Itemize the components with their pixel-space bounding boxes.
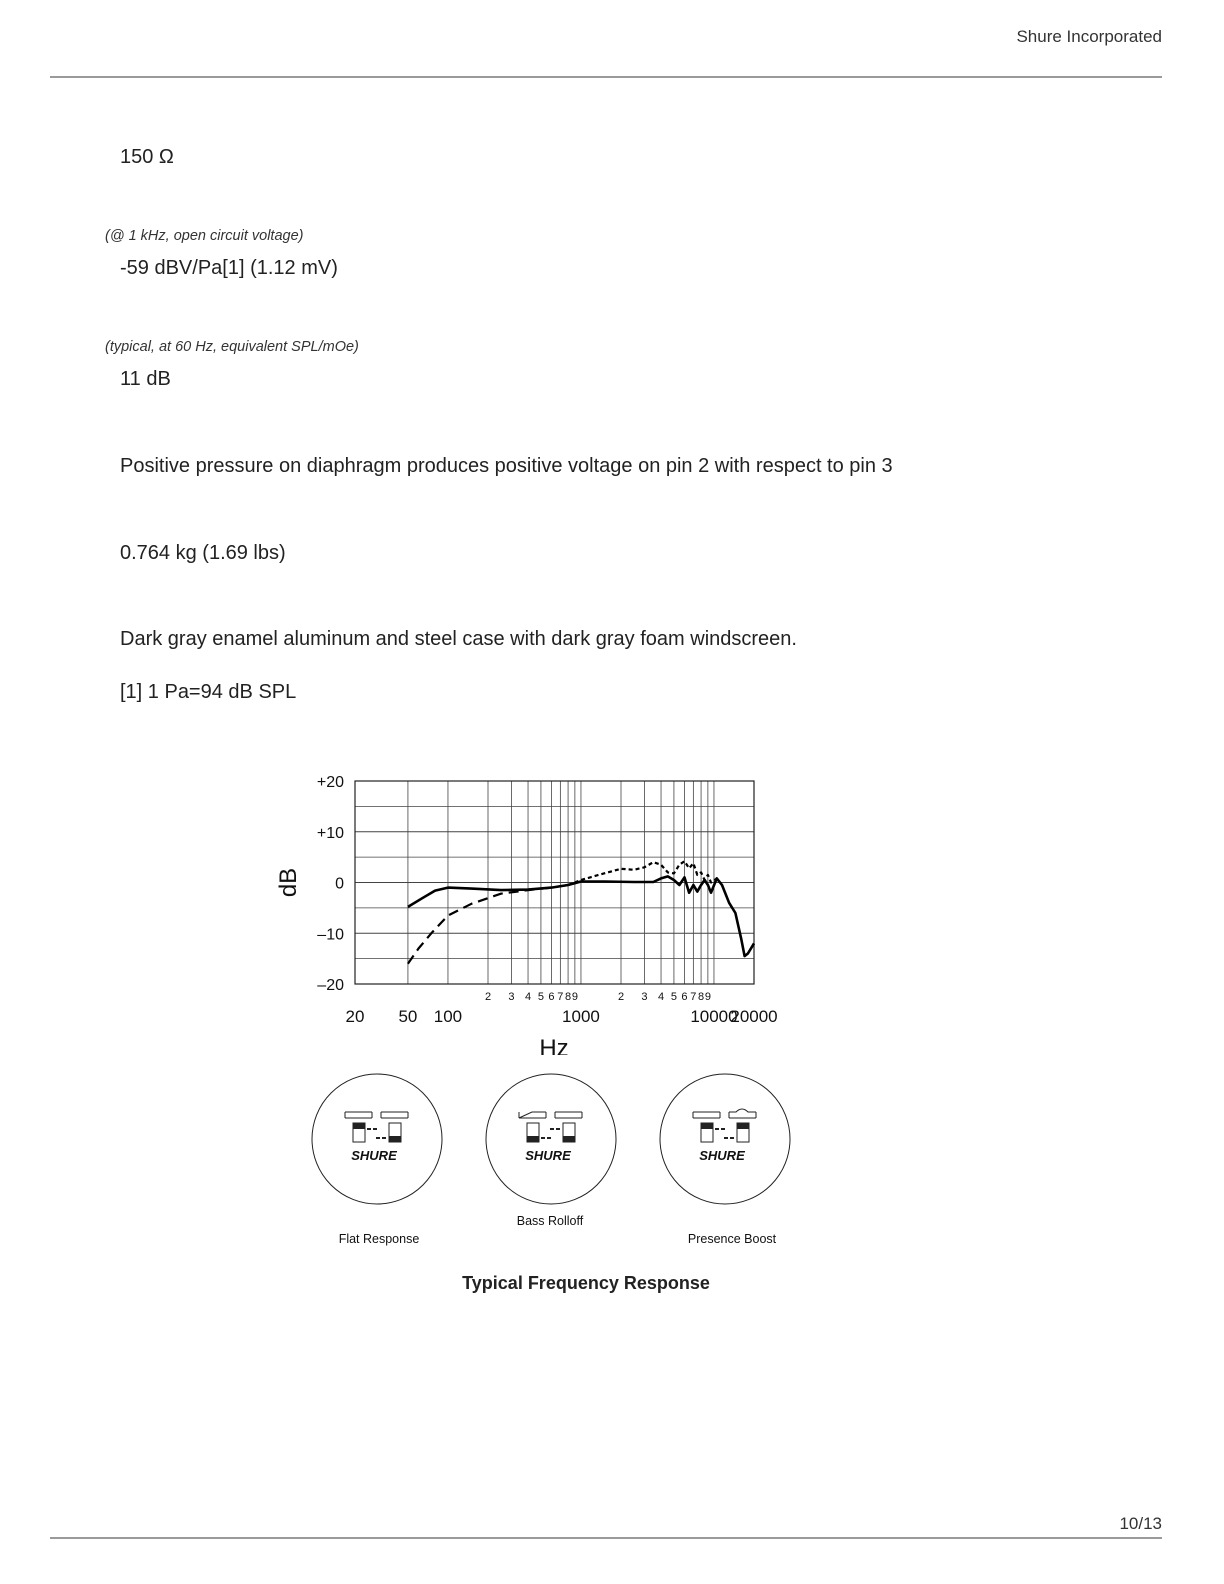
- y-tick-label: +10: [316, 824, 344, 842]
- hum-pickup-note: (typical, at 60 Hz, equivalent SPL/mOe): [105, 339, 359, 355]
- dial-label-presence-boost: Presence Boost: [687, 1232, 777, 1246]
- x-minor-tick-label: 3: [641, 991, 648, 1003]
- x-tick-label: 100: [433, 1007, 463, 1026]
- header-divider: [50, 76, 1162, 78]
- series-line-bass-rolloff: [408, 882, 581, 964]
- dial-label-bass-rolloff: Bass Rolloff: [516, 1214, 584, 1228]
- frequency-response-chart: [260, 765, 820, 1055]
- x-axis-label: Hz: [539, 1035, 569, 1055]
- shure-logo: SHURE: [351, 1148, 397, 1163]
- x-minor-tick-label: 5: [670, 991, 677, 1003]
- frequency-response-svg: [260, 765, 820, 1055]
- x-minor-tick-label: 4: [524, 991, 532, 1003]
- page-number: 10/13: [1119, 1514, 1162, 1533]
- y-tick-label: –10: [317, 926, 344, 944]
- y-tick-label: +20: [316, 774, 344, 791]
- dial-flat-response: [310, 1072, 444, 1206]
- polarity-value: Positive pressure on diaphragm produces positive voltage on pin 2 with respect to pin 3: [120, 455, 893, 477]
- x-tick-label: 10000: [690, 1007, 738, 1026]
- x-tick-label: 20000: [730, 1007, 778, 1026]
- x-minor-tick-label: 8: [698, 991, 705, 1003]
- impedance-value: 150 Ω: [120, 146, 174, 168]
- sensitivity-value: -59 dBV/Pa[1] (1.12 mV): [120, 257, 338, 279]
- y-tick-label: –20: [317, 977, 344, 994]
- dial-presence-boost: [658, 1072, 792, 1206]
- x-minor-tick-label: 8: [565, 991, 572, 1003]
- x-tick-label: 50: [398, 1007, 418, 1026]
- x-minor-tick-label: 3: [508, 991, 515, 1003]
- x-minor-tick-label: 7: [557, 991, 564, 1003]
- header-company-name: Shure Incorporated: [1016, 27, 1162, 46]
- shure-logo: SHURE: [525, 1148, 571, 1163]
- footer-divider: [50, 1537, 1162, 1539]
- shure-logo: SHURE: [699, 1148, 745, 1163]
- footnote: [1] 1 Pa=94 dB SPL: [120, 681, 297, 703]
- x-minor-tick-label: 7: [690, 991, 697, 1003]
- y-tick-label: 0: [335, 875, 344, 893]
- dial-bass-rolloff: [484, 1072, 618, 1206]
- x-minor-tick-label: 4: [657, 991, 665, 1003]
- housing-value: Dark gray enamel aluminum and steel case with dark gray foam windscreen.: [120, 628, 797, 650]
- hum-pickup-value: 11 dB: [120, 368, 171, 390]
- x-minor-tick-label: 9: [571, 991, 578, 1003]
- weight-value: 0.764 kg (1.69 lbs): [120, 542, 286, 564]
- sensitivity-note: (@ 1 kHz, open circuit voltage): [105, 228, 304, 244]
- x-minor-tick-label: 9: [704, 991, 711, 1003]
- y-axis-label: dB: [275, 867, 302, 898]
- x-minor-tick-label: 6: [548, 991, 555, 1003]
- chart-caption: Typical Frequency Response: [462, 1273, 710, 1293]
- x-minor-tick-label: 2: [484, 991, 492, 1003]
- x-minor-tick-label: 5: [537, 991, 544, 1003]
- x-minor-tick-label: 6: [681, 991, 688, 1003]
- dial-label-flat-response: Flat Response: [338, 1232, 420, 1246]
- x-tick-label: 1000: [562, 1007, 600, 1026]
- x-tick-label: 20: [345, 1007, 365, 1026]
- x-minor-tick-label: 2: [617, 991, 625, 1003]
